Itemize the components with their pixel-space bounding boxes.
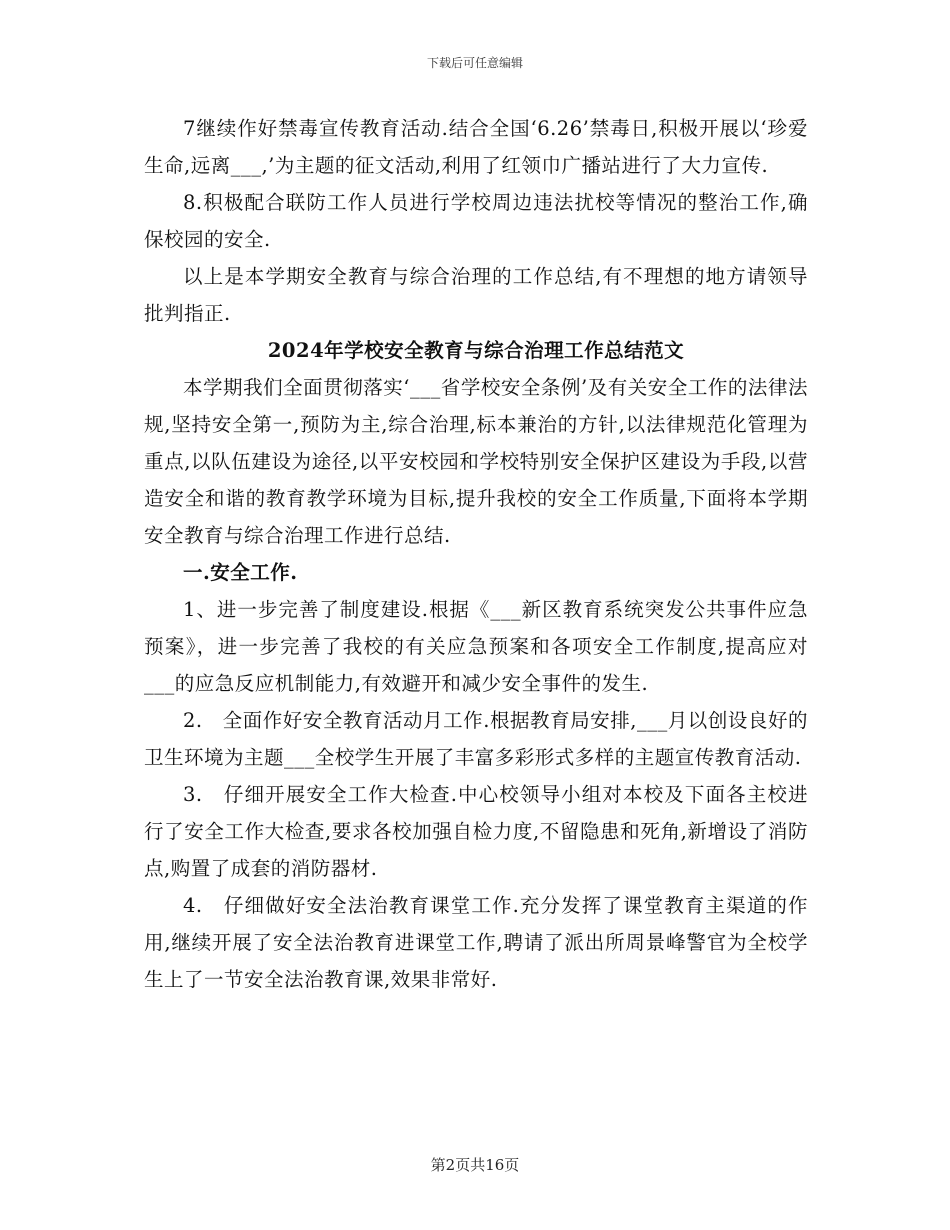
paragraph-closing: 以上是本学期安全教育与综合治理的工作总结,有不理想的地方请领导批判指正. [144,265,808,325]
document-body [144,110,808,998]
list-item: 1、进一步完善了制度建设.根据《___新区教育系统突发公共事件应急预案》，进一步完善了我校的有关应急预案和各项安全工作制度,提高应对___的应急反应机制能力,有效避开和减少安全事件的发生. [144,598,808,695]
paragraph-item-7: 7继续作好禁毒宣传教育活动.结合全国‘6.26’禁毒日,积极开展以‘珍爱生命,远离___,’为主题的征文活动,利用了红领巾广播站进行了大力宣传. [144,117,808,177]
list-item: 4. 仔细做好安全法治教育课堂工作.充分发挥了课堂教育主渠道的作用,继续开展了安全法治教育进课堂工作,聘请了派出所周景峰警官为全校学生上了一节安全法治教育课,效果非常好. [144,894,808,991]
section-heading: 一.安全工作. [183,561,298,584]
header-note: 下载后可任意编辑 [426,56,523,70]
list-item: 3. 仔细开展安全工作大检查.中心校领导小组对本校及下面各主校进行了安全工作大检查,要求各校加强自检力度,不留隐患和死角,新增设了消防点,购置了成套的消防器材. [144,783,808,880]
page-number-footer: 第2页共16页 [430,1156,520,1174]
paragraph-item-8: 8.积极配合联防工作人员进行学校周边违法扰校等情况的整治工作,确保校园的安全. [144,191,808,251]
intro-paragraph: 本学期我们全面贯彻落实‘___省学校安全条例’及有关安全工作的法律法规,坚持安全第一,预防为主,综合治理,标本兼治的方针,以法律规范化管理为重点,以队伍建设为途径,以平安校园和学校特别安全保护区建设为手段,以营造安全和谐的教育教学环境为目标,提升我校的安全工作质量,下面将本学期安全教育与综合治理工作进行总结. [144,376,808,547]
document-title: 2024年学校安全教育与综合治理工作总结范文 [267,339,685,362]
list-item: 2. 全面作好安全教育活动月工作.根据教育局安排,___月以创设良好的卫生环境为主题___全校学生开展了丰富多彩形式多样的主题宣传教育活动. [144,709,808,769]
